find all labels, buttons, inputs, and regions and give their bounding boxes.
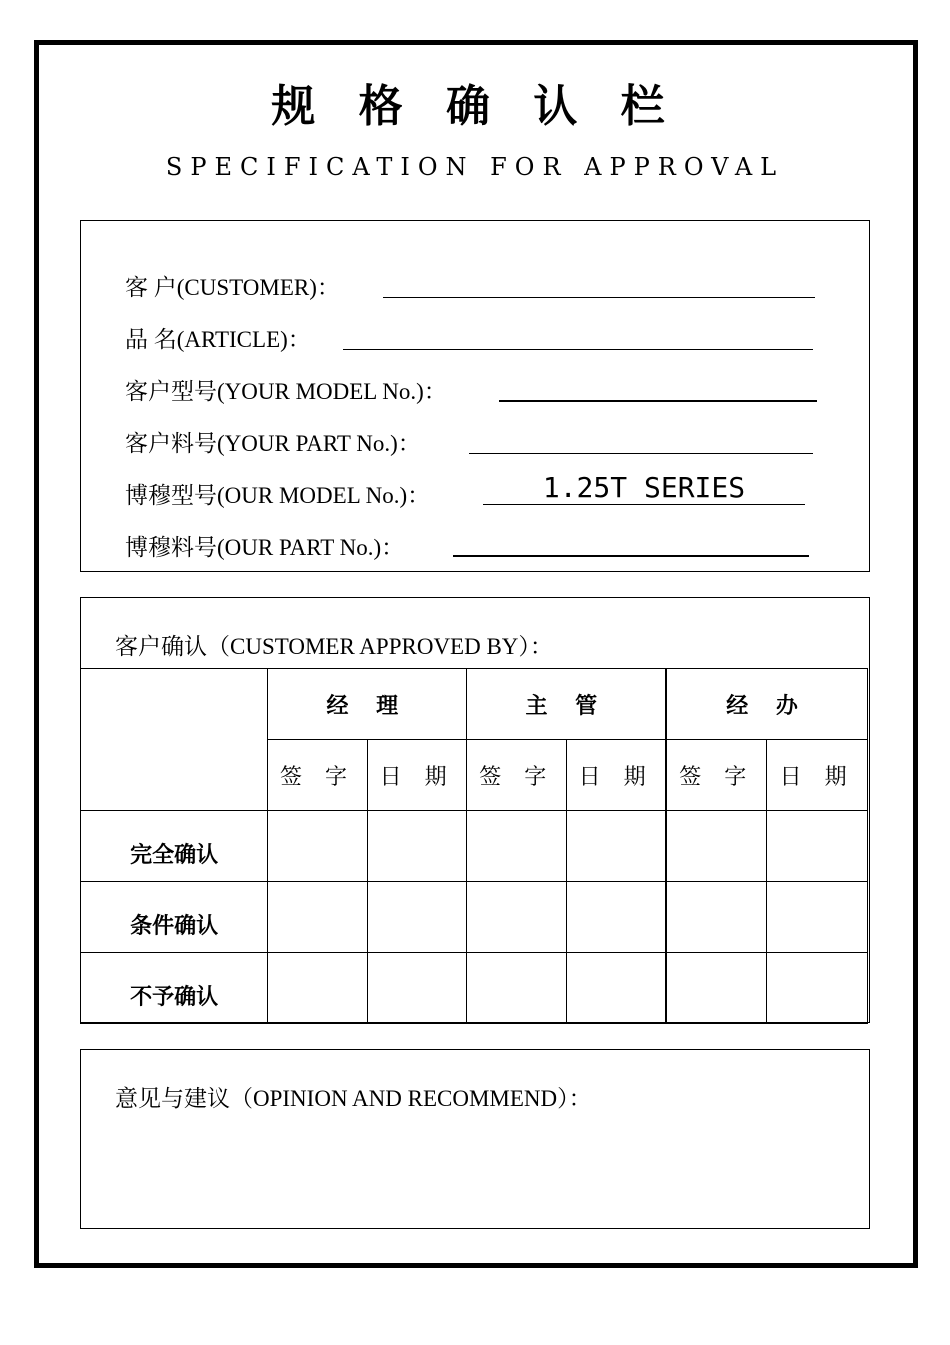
- role-handler: 经 办: [666, 669, 867, 740]
- row-conditional-approval: 条件确认: [81, 882, 268, 953]
- approval-table: [80, 668, 868, 1024]
- rejected-handler-signature-cell[interactable]: [666, 953, 767, 1024]
- customer-field[interactable]: [383, 273, 815, 298]
- our-model-field[interactable]: [483, 471, 805, 505]
- rejected-manager-signature-cell[interactable]: [268, 953, 368, 1024]
- your-model-label: 客户型号(YOUR MODEL No.)：: [125, 379, 447, 404]
- conditional-manager-signature-cell[interactable]: [268, 882, 368, 953]
- supervisor-date-header: 日 期: [567, 740, 667, 811]
- conditional-supervisor-date-cell[interactable]: [567, 882, 667, 953]
- your-model-field[interactable]: [499, 376, 817, 402]
- rejected-handler-date-cell[interactable]: [767, 953, 868, 1024]
- rejected-manager-date-cell[interactable]: [367, 953, 467, 1024]
- our-part-label: 博穆料号(OUR PART No.)：: [125, 535, 405, 560]
- manager-date-header: 日 期: [367, 740, 467, 811]
- full-manager-signature-cell[interactable]: [268, 811, 368, 882]
- our-model-value: 1.25T SERIES: [542, 471, 746, 504]
- our-model-label: 博穆型号(OUR MODEL No.)：: [125, 483, 431, 508]
- conditional-handler-date-cell[interactable]: [767, 882, 868, 953]
- approval-section: [80, 597, 870, 1023]
- table-corner-cell: [81, 669, 268, 811]
- role-manager: 经 理: [268, 669, 467, 740]
- row-not-approved: 不予确认: [81, 953, 268, 1024]
- our-part-field[interactable]: [453, 531, 809, 557]
- your-part-label: 客户料号(YOUR PART No.)：: [125, 431, 421, 456]
- info-section: [80, 220, 870, 572]
- conditional-handler-signature-cell[interactable]: [666, 882, 767, 953]
- role-supervisor: 主 管: [467, 669, 666, 740]
- supervisor-signature-header: 签 字: [467, 740, 567, 811]
- row-full-approval: 完全确认: [81, 811, 268, 882]
- article-label: 品 名(ARTICLE)：: [125, 327, 311, 352]
- handler-date-header: 日 期: [767, 740, 868, 811]
- opinion-title: 意见与建议（OPINION AND RECOMMEND）：: [115, 1086, 592, 1111]
- customer-label: 客 户(CUSTOMER)：: [125, 275, 340, 300]
- full-manager-date-cell[interactable]: [367, 811, 467, 882]
- page-subtitle: SPECIFICATION FOR APPROVAL: [165, 153, 785, 181]
- full-supervisor-date-cell[interactable]: [567, 811, 667, 882]
- conditional-manager-date-cell[interactable]: [367, 882, 467, 953]
- full-handler-date-cell[interactable]: [767, 811, 868, 882]
- article-field[interactable]: [343, 325, 813, 350]
- page-title: 规 格 确 认 栏: [271, 81, 679, 132]
- approval-title: 客户确认（CUSTOMER APPROVED BY）：: [115, 634, 553, 659]
- rejected-supervisor-date-cell[interactable]: [567, 953, 667, 1024]
- manager-signature-header: 签 字: [268, 740, 368, 811]
- opinion-section[interactable]: [80, 1049, 870, 1229]
- full-handler-signature-cell[interactable]: [666, 811, 767, 882]
- your-part-field[interactable]: [469, 429, 813, 454]
- full-supervisor-signature-cell[interactable]: [467, 811, 567, 882]
- conditional-supervisor-signature-cell[interactable]: [467, 882, 567, 953]
- rejected-supervisor-signature-cell[interactable]: [467, 953, 567, 1024]
- handler-signature-header: 签 字: [666, 740, 767, 811]
